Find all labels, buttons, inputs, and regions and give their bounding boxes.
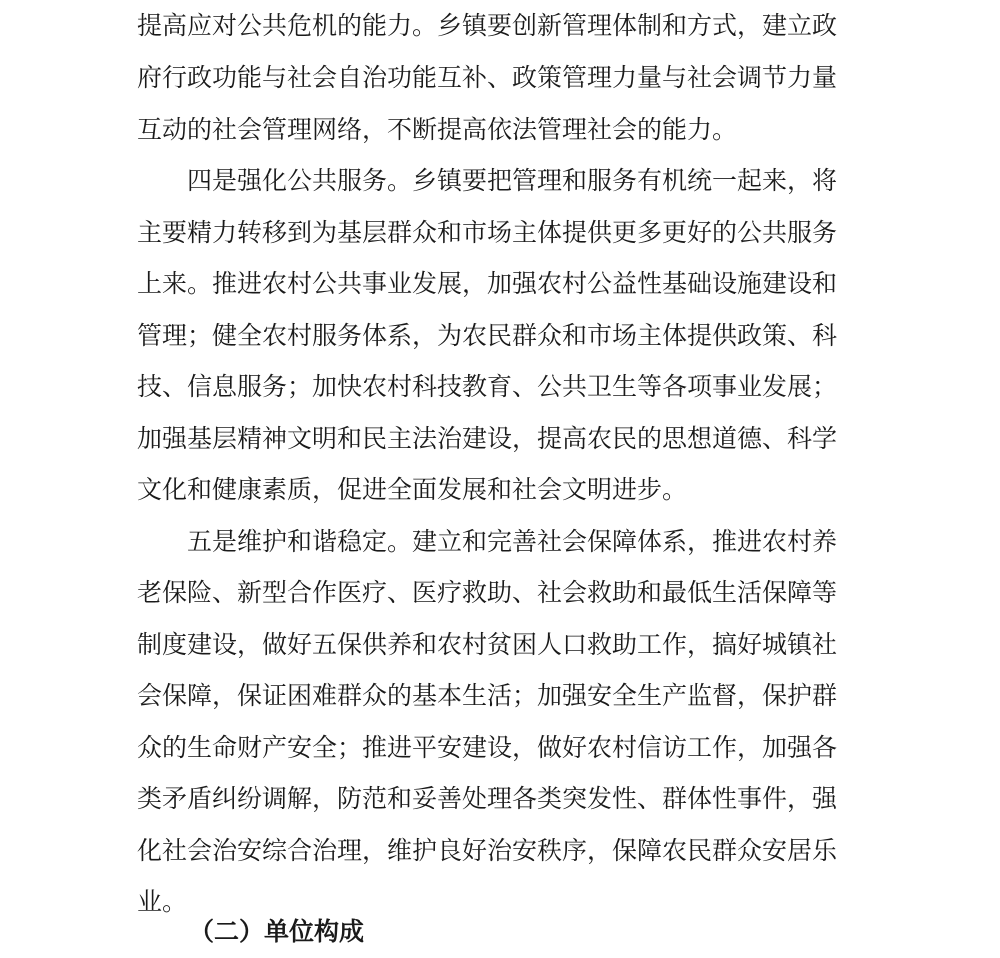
paragraph-line: 制度建设，做好五保供养和农村贫困人口救助工作，搞好城镇社 — [137, 630, 838, 659]
paragraph-line: 技、信息服务；加快农村科技教育、公共卫生等各项事业发展； — [137, 372, 838, 401]
paragraph-line: 化社会治安综合治理，维护良好治安秩序，保障农民群众安居乐 — [137, 836, 838, 865]
paragraph-line: 众的生命财产安全；推进平安建设，做好农村信访工作，加强各 — [137, 733, 838, 762]
paragraph-line: 类矛盾纠纷调解，防范和妥善处理各类突发性、群体性事件，强 — [137, 784, 838, 813]
paragraph-line: 老保险、新型合作医疗、医疗救助、社会救助和最低生活保障等 — [137, 578, 838, 607]
section-heading: （二）单位构成 — [189, 917, 365, 946]
paragraph-line: 会保障，保证困难群众的基本生活；加强安全生产监督，保护群 — [137, 681, 838, 710]
paragraph-line: 上来。推进农村公共事业发展，加强农村公益性基础设施建设和 — [137, 269, 838, 298]
paragraph-line: 加强基层精神文明和民主法治建设，提高农民的思想道德、科学 — [137, 424, 838, 453]
paragraph-line: 主要精力转移到为基层群众和市场主体提供更多更好的公共服务 — [137, 218, 838, 247]
paragraph-line: 业。 — [137, 887, 188, 916]
paragraph-line: 四是强化公共服务。乡镇要把管理和服务有机统一起来，将 — [187, 166, 838, 195]
paragraph-line: 文化和健康素质，促进全面发展和社会文明进步。 — [137, 475, 688, 504]
paragraph-line: 互动的社会管理网络，不断提高依法管理社会的能力。 — [137, 115, 738, 144]
paragraph-line: 提高应对公共危机的能力。乡镇要创新管理体制和方式，建立政 — [137, 11, 838, 40]
paragraph-line: 管理；健全农村服务体系，为农民群众和市场主体提供政策、科 — [137, 321, 838, 350]
paragraph-line: 府行政功能与社会自治功能互补、政策管理力量与社会调节力量 — [137, 63, 838, 92]
paragraph-line: 五是维护和谐稳定。建立和完善社会保障体系，推进农村养 — [187, 527, 838, 556]
